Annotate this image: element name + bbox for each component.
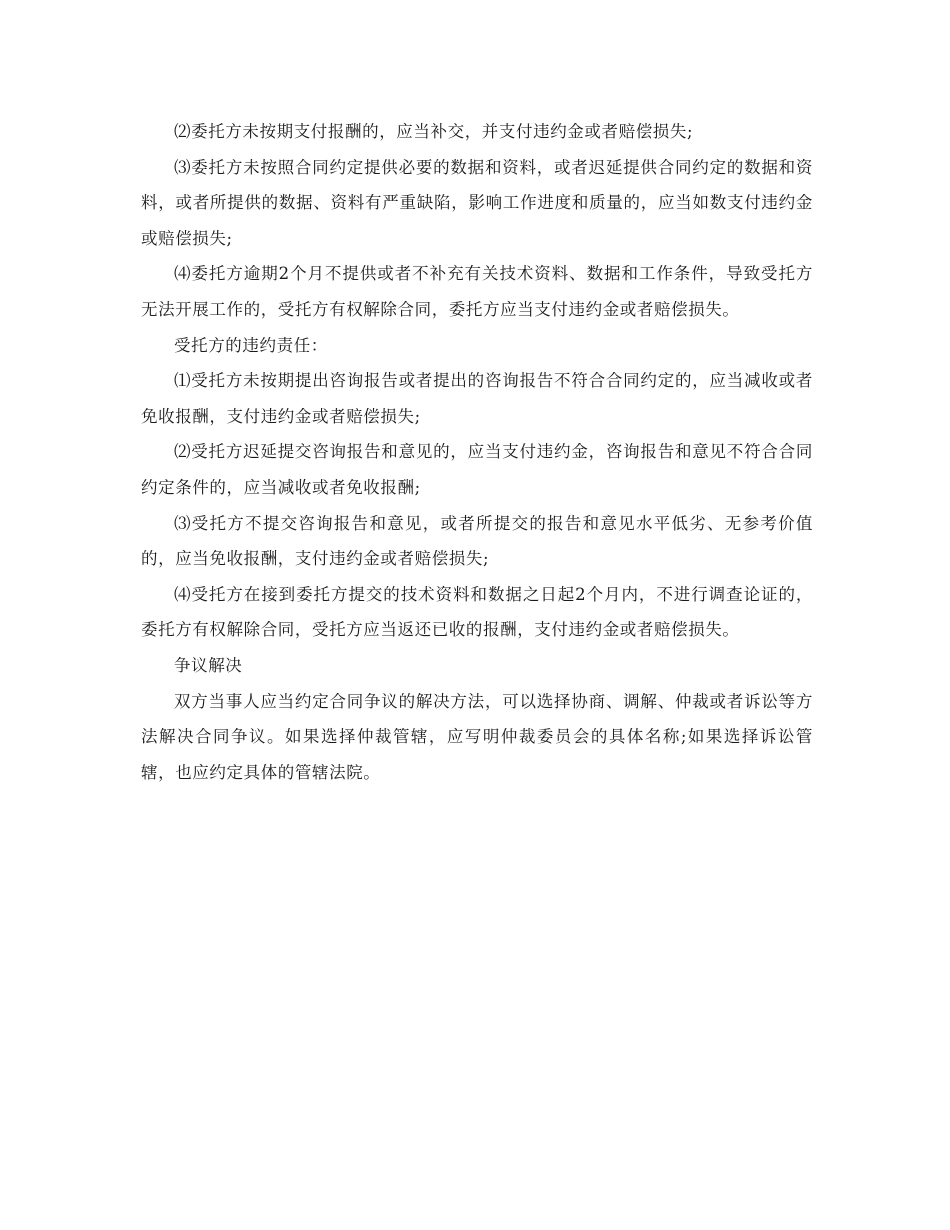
paragraph-client-late-payment: ⑵委托方未按期支付报酬的，应当补交，并支付违约金或者赔偿损失; bbox=[174, 122, 694, 141]
document-body bbox=[141, 114, 813, 790]
section-heading-dispute-resolution: 争议解决 bbox=[174, 655, 243, 675]
paragraph-client-overdue-termination: ⑷委托方逾期2个月不提供或者不补充有关技术资料、数据和工作条件，导致受托方无法开展工作的，受托方有权解除合同，委托方应当支付违约金或者赔偿损失。 bbox=[141, 264, 813, 319]
paragraph-contractor-no-report: ⑶受托方不提交咨询报告和意见，或者所提交的报告和意见水平低劣、无参考价值的，应当免收报酬，支付违约金或者赔偿损失; bbox=[141, 513, 813, 569]
paragraph-dispute-resolution: 双方当事人应当约定合同争议的解决方法，可以选择协商、调解、仲裁或者诉讼等方法解决合同争议。如果选择仲裁管辖，应写明仲裁委员会的具体名称;如果选择诉讼管辖，也应约定具体的管辖法院。 bbox=[141, 691, 813, 782]
section-heading-contractor-liability: 受托方的违约责任： bbox=[174, 335, 328, 355]
paragraph-contractor-delayed-submission: ⑵受托方迟延提交咨询报告和意见的，应当支付违约金，咨询报告和意见不符合合同约定条件的，应当减收或者免收报酬; bbox=[141, 442, 813, 497]
paragraph-contractor-late-report: ⑴受托方未按期提出咨询报告或者提出的咨询报告不符合合同约定的，应当减收或者免收报酬，支付违约金或者赔偿损失; bbox=[141, 371, 813, 426]
paragraph-client-data-delay: ⑶委托方未按照合同约定提供必要的数据和资料，或者迟延提供合同约定的数据和资料，或者所提供的数据、资料有严重缺陷，影响工作进度和质量的，应当如数支付违约金或赔偿损失; bbox=[141, 157, 813, 248]
paragraph-contractor-no-investigation: ⑷受托方在接到委托方提交的技术资料和数据之日起2个月内，不进行调查论证的，委托方有权解除合同，受托方应当返还已收的报酬，支付违约金或者赔偿损失。 bbox=[141, 584, 813, 640]
